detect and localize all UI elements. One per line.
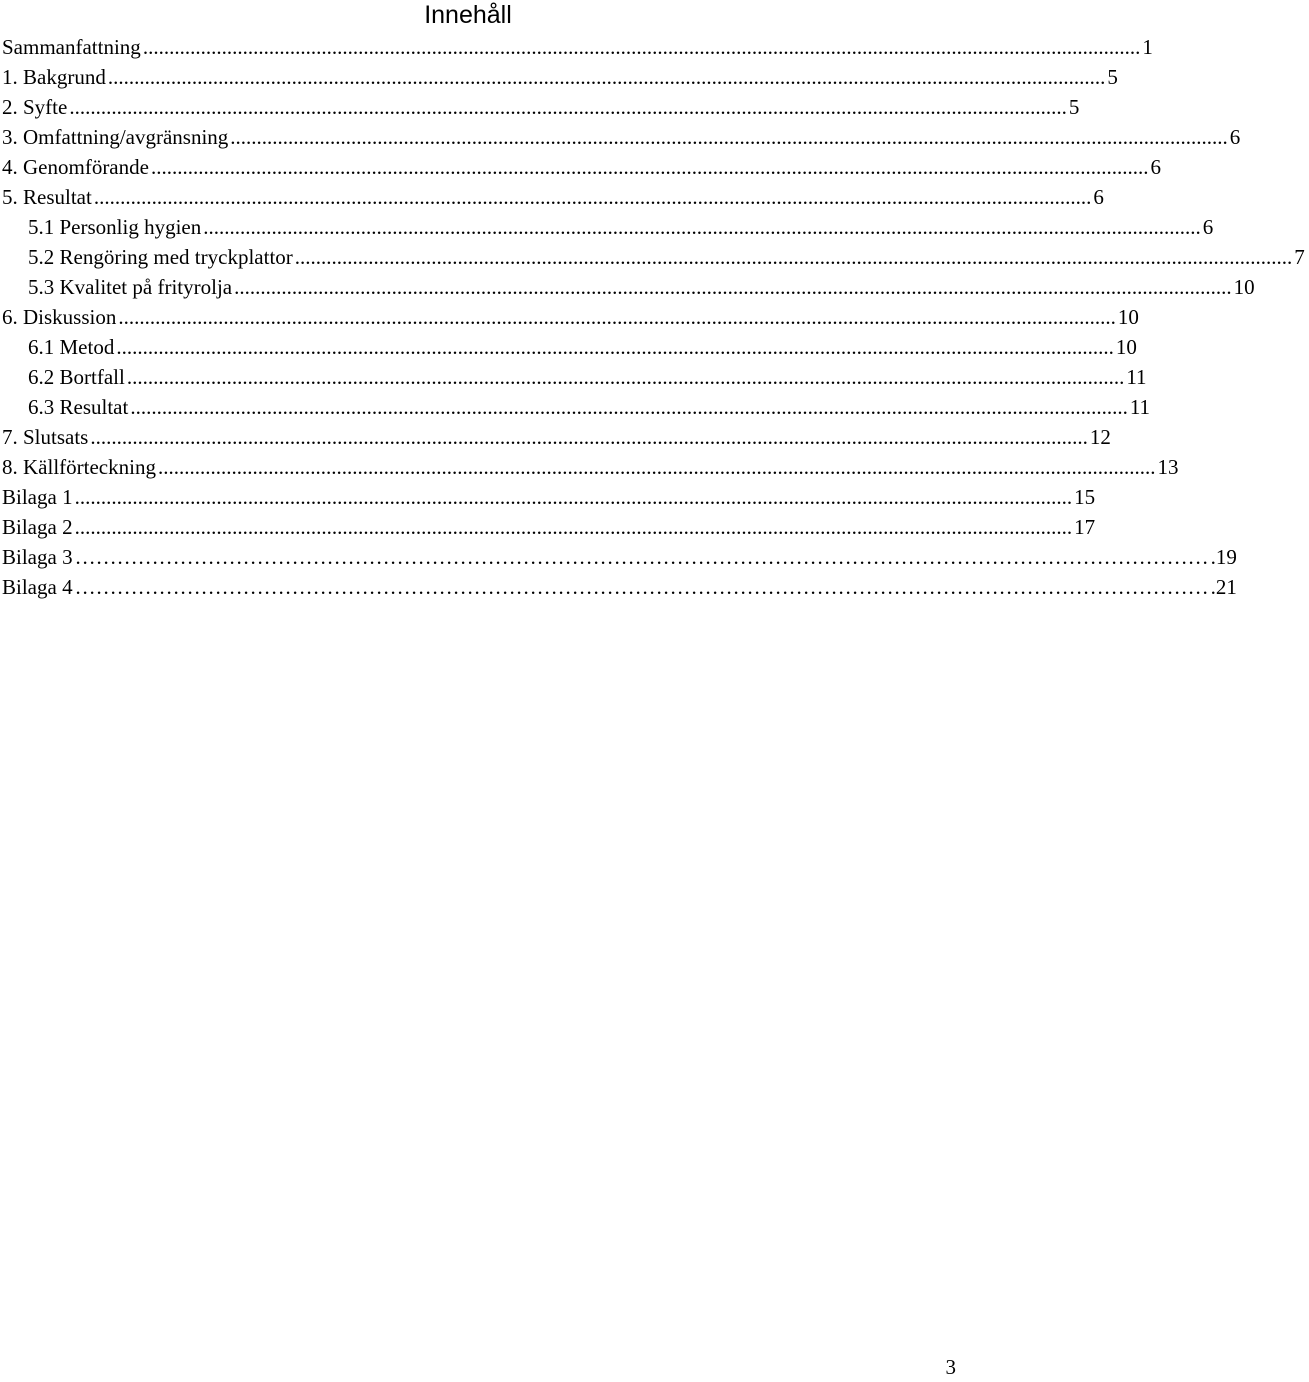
toc-entry[interactable] xyxy=(2,332,1137,362)
toc-entry-label: 1. Bakgrund xyxy=(2,65,106,89)
toc-entry[interactable] xyxy=(2,92,1080,122)
toc-leader-dots: .............................................................................................................................................................................................. xyxy=(107,65,1106,89)
toc-entry-page: 10 xyxy=(1115,335,1137,359)
toc-entry[interactable] xyxy=(2,242,1305,272)
toc-entry-label: 5.1 Personlig hygien xyxy=(28,215,202,239)
toc-leader-dots: .............................................................................................................................................................................................. xyxy=(142,35,1141,59)
toc-entry[interactable] xyxy=(2,302,1139,332)
toc-entry[interactable] xyxy=(2,542,1237,572)
toc-entry-label: 6.1 Metod xyxy=(28,335,115,359)
toc-entry-label: 2. Syfte xyxy=(2,95,68,119)
toc-entry[interactable] xyxy=(2,32,1153,62)
toc-entry-page: 17 xyxy=(1074,515,1096,539)
toc-entry-label: Bilaga 2 xyxy=(2,515,73,539)
toc-entry-page: 5 xyxy=(1068,95,1080,119)
toc-leader-dots: .............................................................................................................................................................................................. xyxy=(74,515,1073,539)
toc-entry[interactable] xyxy=(2,452,1179,482)
toc-entry[interactable] xyxy=(2,482,1096,512)
toc-entry-page: 13 xyxy=(1157,455,1179,479)
toc-entry[interactable] xyxy=(2,572,1237,602)
toc-entry[interactable] xyxy=(2,422,1111,452)
toc-entry-label: 6.3 Resultat xyxy=(28,395,129,419)
table-of-contents xyxy=(2,32,1305,602)
toc-entry-page: 10 xyxy=(1117,305,1139,329)
toc-entry-label: Bilaga 3 xyxy=(2,545,73,569)
toc-entry-page: .21 xyxy=(1210,575,1237,599)
toc-entry-page: 11 xyxy=(1129,395,1151,419)
toc-leader-dots: .............................................................................................................................................................................................. xyxy=(126,365,1125,389)
toc-leader-dots: .............................................................................................................................................................................................. xyxy=(150,155,1149,179)
toc-entry-label: 4. Genomförande xyxy=(2,155,149,179)
toc-entry[interactable] xyxy=(2,212,1214,242)
toc-entry-label: 3. Omfattning/avgränsning xyxy=(2,125,229,149)
toc-leader-dots: .............................................................................................................................................................................................. xyxy=(93,185,1092,209)
toc-entry-label: Bilaga 4 xyxy=(2,575,73,599)
toc-leader-dots: ……………………………………………………………………………………………………………………………………………… xyxy=(74,545,1209,569)
toc-entry-label: 5.3 Kvalitet på frityrolja xyxy=(28,275,233,299)
toc-leader-dots: .............................................................................................................................................................................................. xyxy=(157,455,1156,479)
toc-entry-page: 10 xyxy=(1233,275,1255,299)
toc-entry-page: 6 xyxy=(1093,185,1104,209)
toc-entry[interactable] xyxy=(2,272,1255,302)
toc-leader-dots: .............................................................................................................................................................................................. xyxy=(130,395,1128,419)
toc-heading: Innehåll xyxy=(424,1,512,29)
page-number: 3 xyxy=(945,1355,956,1379)
toc-entry[interactable] xyxy=(2,182,1104,212)
toc-entry[interactable] xyxy=(2,392,1151,422)
toc-entry-label: 6.2 Bortfall xyxy=(28,365,125,389)
toc-entry-label: Sammanfattning xyxy=(2,35,141,59)
toc-leader-dots: .............................................................................................................................................................................................. xyxy=(203,215,1201,239)
toc-leader-dots: .............................................................................................................................................................................................. xyxy=(294,245,1293,269)
toc-entry-page: 6 xyxy=(1202,215,1214,239)
toc-leader-dots: .............................................................................................................................................................................................. xyxy=(116,335,1114,359)
toc-entry-page: .19 xyxy=(1210,545,1237,569)
toc-entry[interactable] xyxy=(2,512,1096,542)
toc-leader-dots: ……………………………………………………………………………………………………………………………………………… xyxy=(74,575,1209,599)
toc-entry-page: 6 xyxy=(1229,125,1241,149)
toc-entry-page: 7 xyxy=(1294,245,1305,269)
toc-entry[interactable] xyxy=(2,122,1241,152)
toc-entry-page: 15 xyxy=(1074,485,1096,509)
toc-entry-label: Bilaga 1 xyxy=(2,485,73,509)
toc-entry[interactable] xyxy=(2,152,1161,182)
toc-entry-label: 5.2 Rengöring med tryckplattor xyxy=(28,245,293,269)
toc-leader-dots: .............................................................................................................................................................................................. xyxy=(118,305,1116,329)
toc-entry-page: 1 xyxy=(1142,35,1153,59)
toc-leader-dots: .............................................................................................................................................................................................. xyxy=(230,125,1228,149)
toc-entry[interactable] xyxy=(2,362,1147,392)
toc-leader-dots: .............................................................................................................................................................................................. xyxy=(69,95,1067,119)
toc-entry-label: 5. Resultat xyxy=(2,185,92,209)
toc-entry-page: 11 xyxy=(1126,365,1147,389)
toc-entry-page: 5 xyxy=(1107,65,1118,89)
toc-entry-label: 8. Källförteckning xyxy=(2,455,156,479)
toc-entry-page: 12 xyxy=(1089,425,1111,449)
toc-leader-dots: .............................................................................................................................................................................................. xyxy=(234,275,1232,299)
toc-entry-label: 7. Slutsats xyxy=(2,425,89,449)
toc-leader-dots: .............................................................................................................................................................................................. xyxy=(90,425,1088,449)
toc-entry-label: 6. Diskussion xyxy=(2,305,117,329)
toc-entry[interactable] xyxy=(2,62,1118,92)
toc-entry-page: 6 xyxy=(1150,155,1161,179)
toc-leader-dots: .............................................................................................................................................................................................. xyxy=(74,485,1073,509)
